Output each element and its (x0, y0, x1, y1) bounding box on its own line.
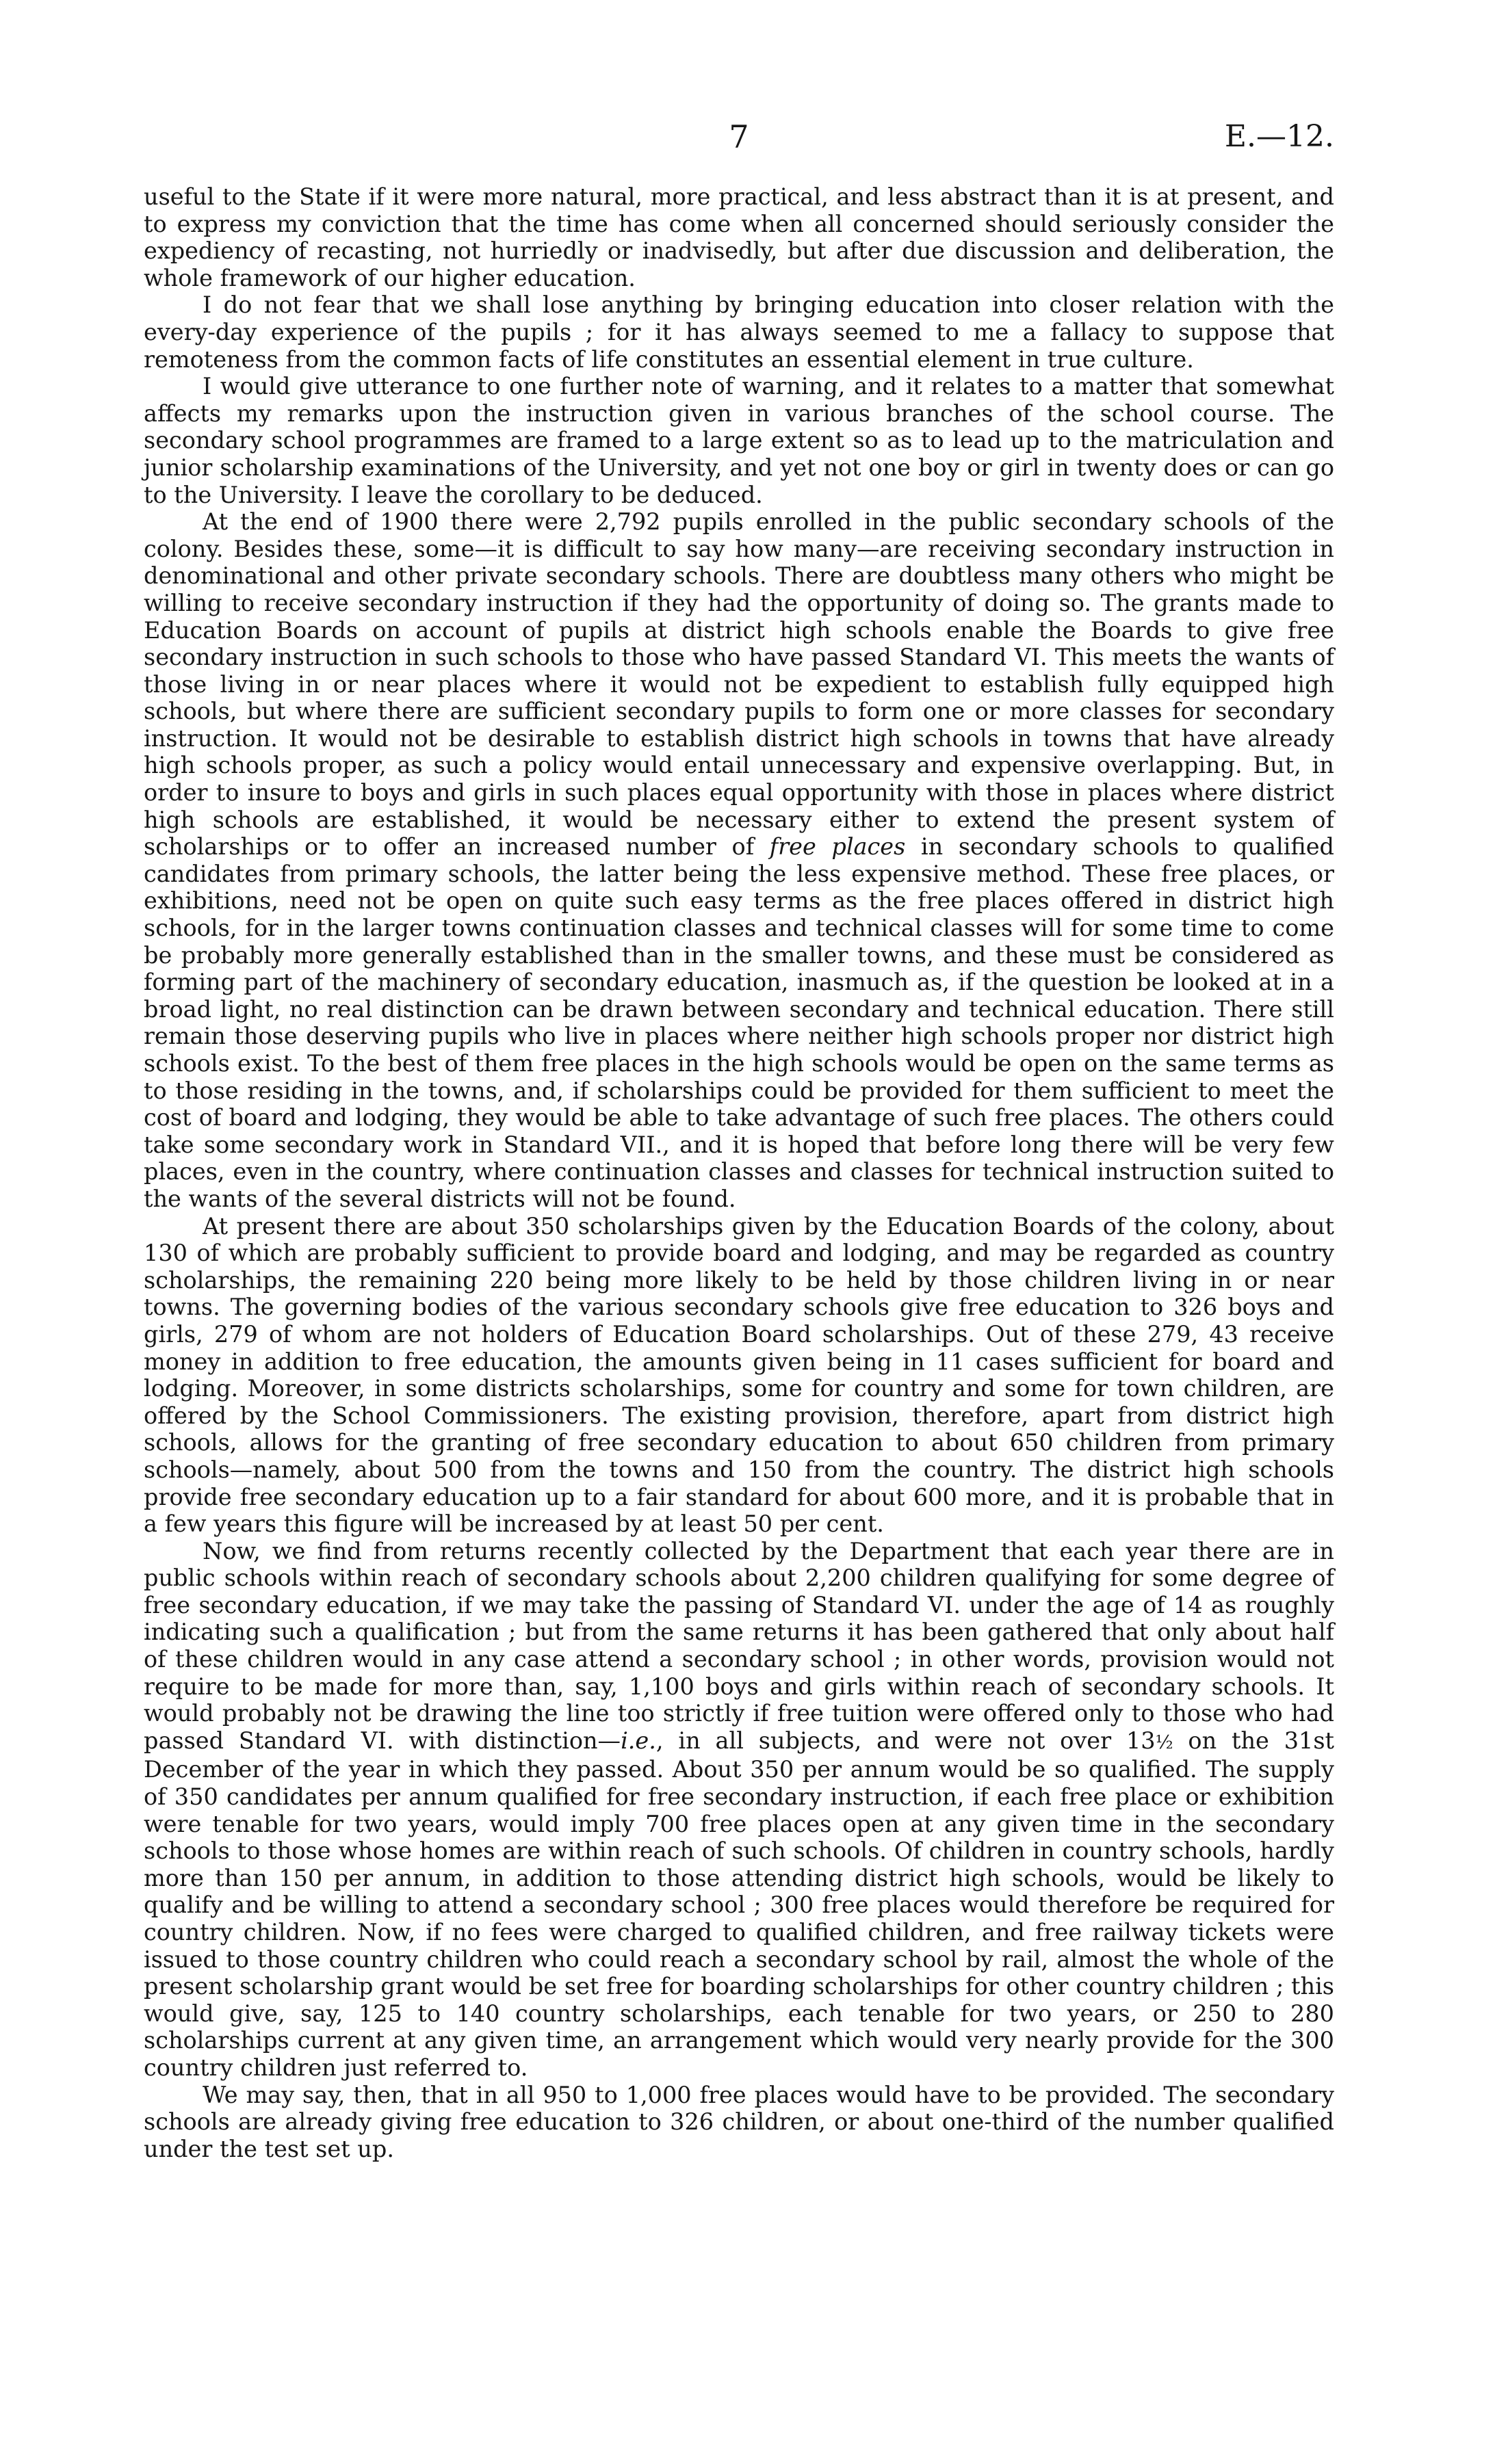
paragraph-text: We may say, then, that in all 950 to 1,000 free places would have to be provided. The secondary schools are already giving free education to 326 children, or about one-third of the number qualified under the test set up. (144, 2081, 1334, 2162)
paragraph-text: useful to the State if it were more natural, more practical, and less abstract than it is at present, and to express my conviction that the time has come when all concerned should seriously consider the expediency of recasting, not hurriedly or inadvisedly, but after due discussion and deliberation, the whole framework of our higher education. (144, 183, 1334, 291)
page-header (144, 116, 1334, 164)
paragraph-text: At present there are about 350 scholarships given by the Education Boards of the colony, about 130 of which are probably sufficient to provide board and lodging, and may be regarded as country scholarships, the remaining 220 being more likely to be held by those children living in or near towns. The governing bodies of the various secondary schools give free education to 326 boys and girls, 279 of whom are not holders of Education Board scholarships. Out of these 279, 43 receive money in addition to free education, the amounts given being in 11 cases sufficient for board and lodging. Moreover, in some districts scholarships, some for country and some for town children, are offered by the School Commissioners. The existing provision, therefore, apart from district high schools, allows for the granting of free secondary education to about 650 children from primary schools—namely, about 500 from the towns and 150 from the country. The district high schools provide free secondary education up to a fair standard for about 600 more, and it is probable that in a few years this figure will be increased by at least 50 per cent. (144, 1212, 1334, 1538)
paragraph-text: on the 31st December of the year in which they passed. About 350 per annum would be so qualified. The supply of 350 candidates per annum qualified for free secondary instruction, if each free place or exhibition were tenable for two years, would imply 700 free places open at any given time in the secondary schools to those whose homes are within reach of such schools. Of children in country schools, hardly more than 150 per annum, in addition to those attending district high schools, would be likely to qualify and be willing to attend a secondary school ; 300 free places would therefore be required for country children. Now, if no fees were charged to qualified children, and free railway tickets were issued to those country children who could reach a secondary school by rail, almost the whole of the present scholarship grant would be set free for boarding scholarships for other country children ; this would give, say, 125 to 140 country scholarships, each tenable for two years, or 250 to 280 scholarships current at any given time, an arrangement which would very nearly provide for the 300 country children just referred to. (144, 1727, 1334, 2081)
paragraph-text: , in all subjects, and were not over 13 (655, 1727, 1156, 1754)
paragraph (144, 1213, 1334, 1538)
paragraph-text: I do not fear that we shall lose anything by bringing education into closer relation with the every-day experience of the pupils ; for it has always seemed to me a fallacy to suppose that remoteness from the common facts of life constitutes an essential element in true culture. (144, 291, 1334, 373)
paragraph (144, 1538, 1334, 2082)
paragraph (144, 373, 1334, 508)
paragraph-text: I would give utterance to one further note of warning, and it relates to a matter that somewhat affects my remarks upon the instruction given in various branches of the school course. The secondary school programmes are framed to a large extent so as to lead up to the matriculation and junior scholarship examinations of the University, and yet not one boy or girl in twenty does or can go to the University. I leave the corollary to be deduced. (144, 373, 1334, 508)
paragraph-text: At the end of 1900 there were 2,792 pupils enrolled in the public secondary schools of the colony. Besides these, some—it is difficult to say how many—are receiving secondary instruction in denominational and other private secondary schools. There are doubtless many others who might be willing to receive secondary instruction if they had the opportunity of doing so. The grants made to Education Boards on account of pupils at district high schools enable the Boards to give free secondary instruction in such schools to those who have passed Standard VI. This meets the wants of those living in or near places where it would not be expedient to establish fully equipped high schools, but where there are sufficient secondary pupils to form one or more classes for secondary instruction. It would not be desirable to establish district high schools in towns that have already high schools proper, as such a policy would entail unnecessary and expensive overlapping. But, in order to insure to boys and girls in such places equal opportunity with those in places where district high schools are established, it would be necessary either to extend the present system of scholarships or to offer an increased number of (144, 508, 1334, 861)
body-text (144, 183, 1334, 2162)
paragraph-text: in secondary schools to qualified candidates from primary schools, the latter being the less expensive method. These free places, or exhibitions, need not be open on quite such easy terms as the free places offered in district high schools, for in the larger towns continuation classes and technical classes will for some time to come be probably more generally established than in the smaller towns, and these must be considered as forming part of the machinery of secondary education, inasmuch as, if the question be looked at in a broad light, no real distinction can be drawn between secondary and technical education. There still remain those deserving pupils who live in places where neither high schools proper nor district high schools exist. To the best of them free places in the high schools would be open on the same terms as to those residing in the towns, and, if scholarships could be provided for them sufficient to meet the cost of board and lodging, they would be able to take advantage of such free places. The others could take some secondary work in Standard VII., and it is hoped that before long there will be very few places, even in the country, where continuation classes and classes for technical instruction suited to the wants of the several districts will not be found. (144, 833, 1335, 1212)
fraction-text: ½ (1155, 1731, 1173, 1753)
paragraph (144, 2082, 1334, 2163)
paragraph (144, 291, 1334, 373)
italic-text: i.e. (621, 1727, 656, 1754)
italic-text: free places (769, 833, 906, 861)
document-reference: E.—12. (1224, 119, 1334, 154)
paragraph (144, 183, 1334, 291)
page-number: 7 (729, 118, 749, 155)
paragraph (144, 508, 1334, 1212)
paragraph-text: Now, we find from returns recently collected by the Department that each year there are in public schools within reach of secondary schools about 2,200 children qualifying for some degree of free secondary education, if we may take the passing of Standard VI. under the age of 14 as roughly indicating such a qualification ; but from the same returns it has been gathered that only about half of these children would in any case attend a secondary school ; in other words, provision would not require to be made for more than, say, 1,100 boys and girls within reach of secondary schools. It would probably not be drawing the line too strictly if free tuition were offered only to those who had passed Standard VI. with distinction— (144, 1537, 1334, 1754)
